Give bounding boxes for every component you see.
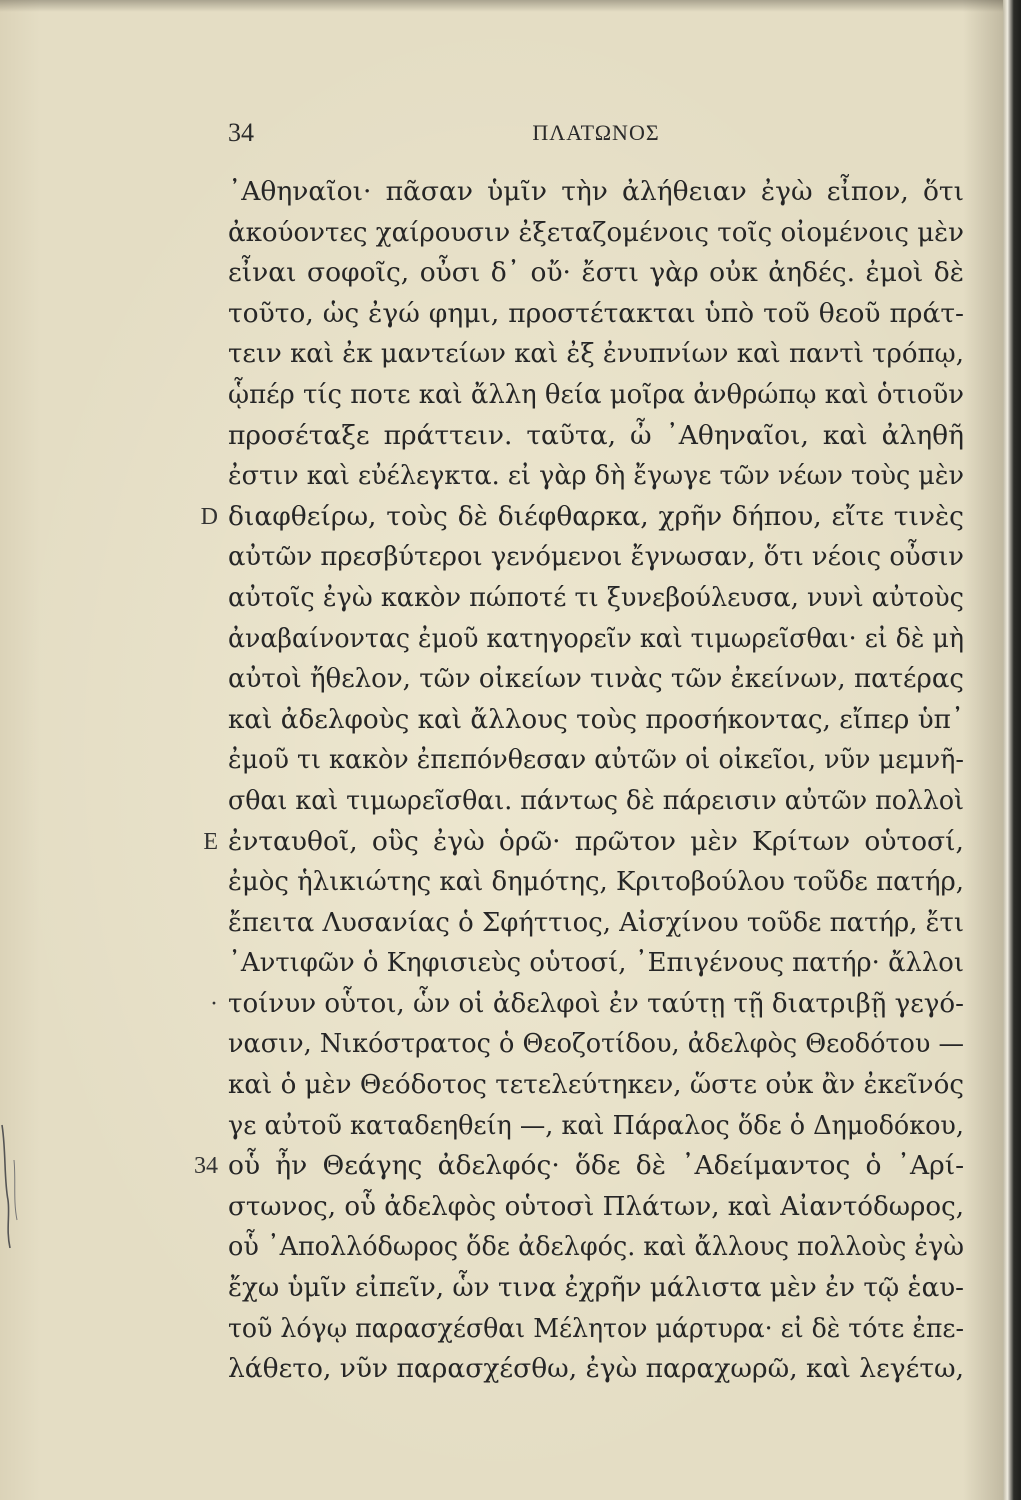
text-line-content: διαφθείρω, τοὺς δὲ διέφθαρκα, χρῆν δήπου, εἴτε τινὲς	[228, 500, 965, 532]
text-line	[228, 903, 964, 944]
text-line	[228, 334, 964, 375]
text-line	[228, 1024, 964, 1065]
text-line-content: γε αὐτοῦ καταδεηθείη —, καὶ Πάραλος ὅδε ὁ Δημοδόκου,	[228, 1109, 964, 1141]
book-spine-edge	[1003, 0, 1021, 1500]
text-line-content: ᾧπέρ τίς ποτε καὶ ἄλλη θεία μοῖρα ἀνθρώπῳ καὶ ὁτιοῦν	[228, 378, 964, 410]
text-line	[228, 740, 964, 781]
text-line	[228, 781, 964, 822]
page-number: 34	[228, 118, 254, 147]
text-line-content: ἔχω ὑμῖν εἰπεῖν, ὧν τινα ἐχρῆν μάλιστα μὲν ἐν τῷ ἑαυ-	[228, 1272, 965, 1304]
text-line	[194, 1146, 965, 1187]
text-line-content: ἐμὸς ἡλικιώτης καὶ δημότης, Κριτοβούλου τοῦδε πατήρ,	[228, 866, 965, 898]
page-header	[228, 118, 964, 158]
text-line	[210, 984, 964, 1025]
text-line	[228, 700, 964, 741]
text-line	[228, 1065, 964, 1106]
text-line-content: στωνος, οὗ ἀδελφὸς οὑτοσὶ Πλάτων, καὶ Αἰαντόδωρος,	[228, 1190, 965, 1222]
text-line	[228, 862, 964, 903]
stephanus-margin-marker: 34	[194, 1153, 218, 1180]
text-line-content: ᾿Αθηναῖοι· πᾶσαν ὑμῖν τὴν ἀλήθειαν ἐγὼ εἶπον, ὅτι	[228, 176, 964, 207]
text-line-content: οὗ ᾿Απολλόδωρος ὅδε ἀδελφός. καὶ ἄλλους πολλοὺς ἐγὼ	[228, 1231, 965, 1263]
text-line	[228, 1187, 964, 1228]
text-line	[228, 537, 964, 578]
text-line	[228, 1227, 964, 1268]
text-line-content: καὶ ὁ μὲν Θεόδοτος τετελεύτηκεν, ὥστε οὐκ ἂν ἐκεῖνός	[228, 1069, 964, 1101]
text-line-content: σθαι καὶ τιμωρεῖσθαι. πάντως δὲ πάρεισιν αὐτῶν πολλοὶ	[228, 784, 965, 816]
text-line-content: αὐτοῖς ἐγὼ κακὸν πώποτέ τι ξυνεβούλευσα, νυνὶ αὐτοὺς	[228, 581, 964, 613]
text-line-content: ἔπειτα Λυσανίας ὁ Σφήττιος, Αἰσχίνου τοῦδε πατήρ, ἔτι	[228, 906, 965, 938]
text-line-content: ἐστιν καὶ εὐέλεγκτα. εἰ γὰρ δὴ ἔγωγε τῶν νέων τοὺς μὲν	[228, 460, 965, 492]
text-line-content: ἀκούοντες χαίρουσιν ἐξεταζομένοις τοῖς οἰομένοις μὲν	[228, 216, 965, 248]
text-line	[228, 943, 964, 984]
text-line-content: αὐτῶν πρεσβύτεροι γενόμενοι ἔγνωσαν, ὅτι νέοις οὖσιν	[228, 541, 965, 573]
text-line	[228, 1106, 964, 1147]
text-line-content: καὶ ἀδελφοὺς καὶ ἄλλους τοὺς προσήκοντας, εἴπερ ὑπ᾽	[228, 703, 965, 735]
text-line	[228, 619, 964, 660]
greek-text-body	[194, 172, 965, 1390]
text-line	[228, 416, 964, 457]
text-line-content: νασιν, Νικόστρατος ὁ Θεοζοτίδου, ἀδελφὸς Θεοδότου —	[228, 1028, 965, 1060]
text-line-content: τοίνυν οὗτοι, ὧν οἱ ἀδελφοὶ ἐν ταύτῃ τῇ διατριβῇ γεγό-	[228, 987, 964, 1019]
text-line-content: λάθετο, νῦν παρασχέσθω, ἐγὼ παραχωρῶ, καὶ λεγέτω,	[228, 1353, 965, 1385]
text-line	[228, 213, 964, 254]
text-line-content: ἐμοῦ τι κακὸν ἐπεπόνθεσαν αὐτῶν οἱ οἰκεῖοι, νῦν μεμνῆ-	[228, 744, 964, 776]
running-head: ΠΛΑΤΩΝΟΣ	[532, 120, 660, 145]
stephanus-margin-marker: D	[200, 503, 218, 530]
text-line-content: εἶναι σοφοῖς, οὖσι δ᾽ οὔ· ἔστι γὰρ οὐκ ἀηδές. ἐμοὶ δὲ	[228, 257, 964, 289]
stephanus-margin-marker: ·	[210, 990, 218, 1017]
text-line	[228, 1268, 964, 1309]
text-line	[228, 294, 964, 335]
text-line	[228, 1349, 964, 1390]
text-line	[200, 497, 965, 538]
text-line-content: προσέταξε πράττειν. ταῦτα, ὦ ᾿Αθηναῖοι, καὶ ἀληθῆ	[228, 419, 964, 451]
ink-bleed-mark	[0, 1120, 22, 1250]
text-line	[228, 456, 964, 497]
text-line	[228, 172, 964, 213]
text-line	[203, 822, 964, 863]
text-line-content: ᾿Αντιφῶν ὁ Κηφισιεὺς οὑτοσί, ᾿Επιγένους πατήρ· ἄλλοι	[228, 947, 965, 979]
text-line	[228, 578, 964, 619]
text-line-content: αὐτοὶ ἤθελον, τῶν οἰκείων τινὰς τῶν ἐκείνων, πατέρας	[228, 663, 964, 695]
text-line-content: τειν καὶ ἐκ μαντείων καὶ ἐξ ἐνυπνίων καὶ παντὶ τρόπῳ,	[228, 338, 964, 370]
text-line-content: τοῦ λόγῳ παρασχέσθαι Μέλητον μάρτυρα· εἰ δὲ τότε ἐπε-	[228, 1312, 964, 1344]
text-line	[228, 253, 964, 294]
stephanus-margin-marker: E	[203, 828, 218, 855]
text-line-content: οὗ ἦν Θεάγης ἀδελφός· ὅδε δὲ ᾿Αδείμαντος ὁ ᾿Αρί-	[228, 1150, 965, 1182]
text-line-content: τοῦτο, ὡς ἐγώ φημι, προστέτακται ὑπὸ τοῦ θεοῦ πράτ-	[228, 297, 965, 329]
text-line-content: ἐνταυθοῖ, οὓς ἐγὼ ὁρῶ· πρῶτον μὲν Κρίτων οὑτοσί,	[228, 825, 964, 857]
text-line-content: ἀναβαίνοντας ἐμοῦ κατηγορεῖν καὶ τιμωρεῖσθαι· εἰ δὲ μὴ	[228, 622, 965, 654]
text-line	[228, 1309, 964, 1350]
text-line	[228, 659, 964, 700]
text-line	[228, 375, 964, 416]
page-top-shadow	[0, 0, 1003, 12]
